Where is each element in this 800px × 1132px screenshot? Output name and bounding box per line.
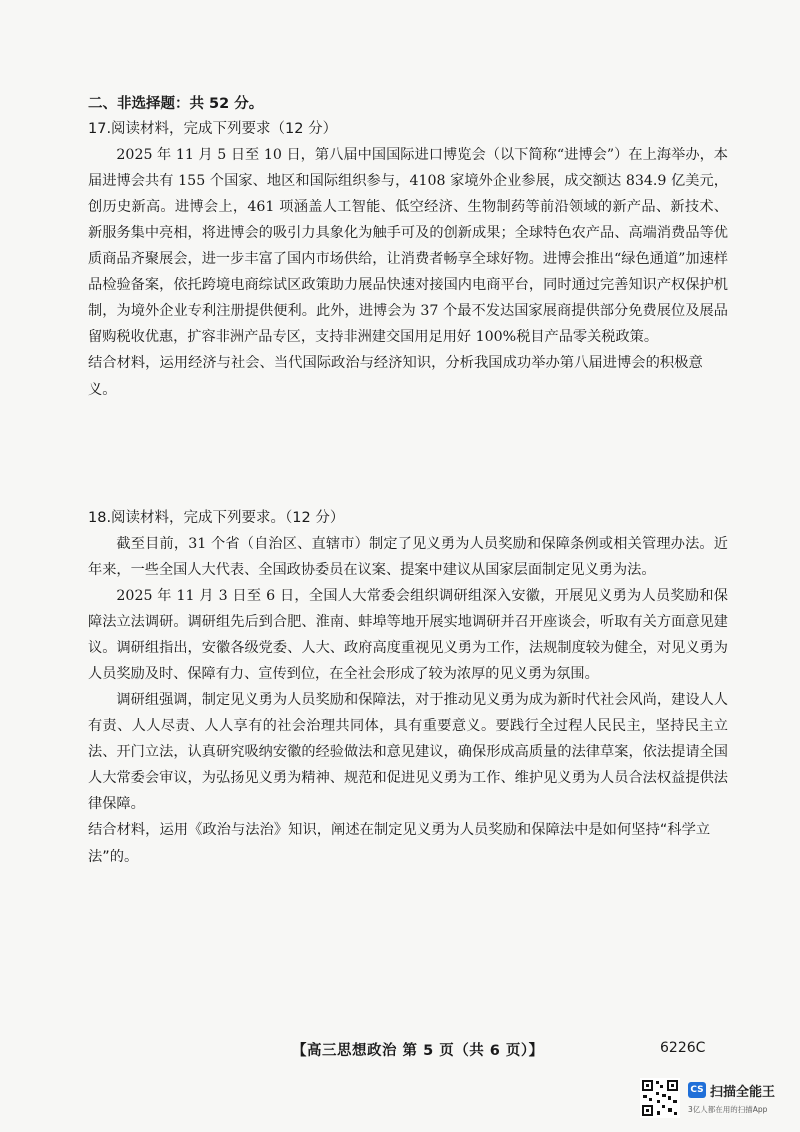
page-footer-label: 【高三思想政治 第 5 页（共 6 页）】 <box>292 1043 544 1059</box>
section-heading: 二、非选择题：共 52 分。 <box>88 96 264 112</box>
scanner-brand-name: 扫描全能王 <box>710 1085 776 1100</box>
question-17-task: 结合材料，运用经济与社会、当代国际政治与经济知识，分析我国成功举办第八届进博会的积极意义。 <box>88 355 703 398</box>
question-17-title: 17.阅读材料，完成下列要求（12 分） <box>88 121 338 137</box>
question-18-paragraph-3: 调研组强调，制定见义勇为人员奖励和保障法，对于推动见义勇为成为新时代社会风尚，建设人人有责、人人尽责、人人享有的社会治理共同体，具有重要意义。要践行全过程人民民主，坚持民主立法、开门立法，认真研究吸纳安徽的经验做法和意见建议，确保形成高质量的法律草案，依法提请全国人大常委会审议，为弘扬见义勇为精神、规范和促进见义勇为工作、维护见义勇为人员合法权益提供法律保障。 <box>88 692 728 812</box>
scanner-tagline: 3亿人都在用的扫描App <box>688 1105 768 1114</box>
paper-code: 6226C <box>660 1040 706 1056</box>
question-18-task: 结合材料，运用《政治与法治》知识，阐述在制定见义勇为人员奖励和保障法中是如何坚持“科学立法”的。 <box>88 822 711 865</box>
question-17-paragraph: 2025 年 11 月 5 日至 10 日，第八届中国国际进口博览会（以下简称“进博会”）在上海举办，本届进博会共有 155 个国家、地区和国际组织参与，4108 家境外企业参展，成交额达 834.9 亿美元，创历史新高。进博会上，461 项涵盖人工智能、低空经济、生物制药等前沿领域的新产品、新技术、新服务集中亮相，将进博会的吸引力具象化为触手可及的创新成果；全球特色农产品、高端消费品等优质商品齐聚展会，进一步丰富了国内市场供给，让消费者畅享全球好物。进博会推出“绿色通道”加速样品检验备案，依托跨境电商综试区政策助力展品快速对接国内电商平台，同时通过完善知识产权保护机制，为境外企业专利注册提供便利。此外，进博会为 37 个最不发达国家展商提供部分免费展位及展品留购税收优惠，扩容非洲产品专区，支持非洲建交国用足用好 100%税目产品零关税政策。 <box>88 147 728 345</box>
question-18-title: 18.阅读材料，完成下列要求。（12 分） <box>88 510 345 526</box>
question-17 <box>88 116 728 404</box>
question-18-paragraph-2: 2025 年 11 月 3 日至 6 日，全国人大常委会组织调研组深入安徽，开展见义勇为人员奖励和保障法立法调研。调研组先后到合肥、淮南、蚌埠等地开展实地调研并召开座谈会，听取有关方面意见建议。调研组指出，安徽各级党委、人大、政府高度重视见义勇为工作，法规制度较为健全，对见义勇为人员奖励及时、保障有力、宣传到位，在全社会形成了较为浓厚的见义勇为氛围。 <box>88 588 728 682</box>
question-18-paragraph-1: 截至目前，31 个省（自治区、直辖市）制定了见义勇为人员奖励和保障条例或相关管理办法。近年来，一些全国人大代表、全国政协委员在议案、提案中建议从国家层面制定见义勇为法。 <box>88 536 728 578</box>
qr-code-icon <box>640 1078 680 1118</box>
question-18 <box>88 505 728 871</box>
scanner-watermark <box>640 1078 790 1122</box>
cs-logo: CS <box>688 1082 706 1098</box>
